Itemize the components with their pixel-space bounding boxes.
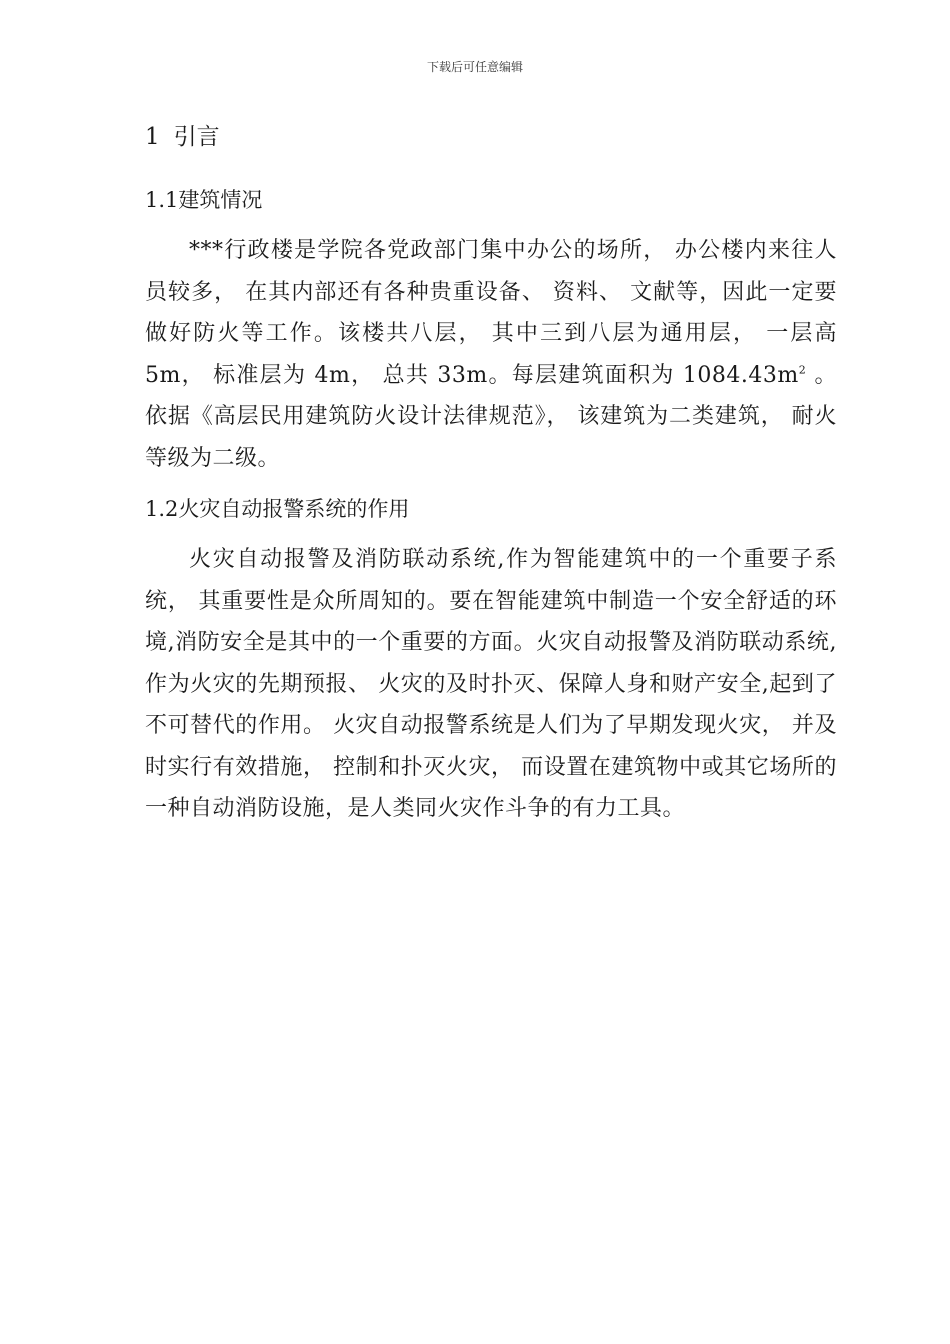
section-1-2-paragraph: 火灾自动报警及消防联动系统,作为智能建筑中的一个重要子系统， 其重要性是众所周知的。要在智能建筑中制造一个安全舒适的环境,消防安全是其中的一个重要的方面。火灾自动报警及消防联动系统,作为火灾的先期预报、 火灾的及时扑灭、保障人身和财产安全,起到了不可替代的作用。 火灾自动报警系统是人们为了早期发现火灾， 并及时实行有效措施， 控制和扑灭火灾， 而设置在建筑物中或其它场所的一种自动消防设施，是人类同火灾作斗争的有力工具。 [145,547,837,821]
section-1-number: 1 [145,124,160,150]
document-body [145,118,837,842]
section-1-1-heading: 1.1建筑情况 [145,188,263,212]
section-1-1-paragraph [145,230,837,479]
section-1-2-heading: 1.2火灾自动报警系统的作用 [145,497,410,521]
section-1-1-text-a: ***行政楼是学院各党政部门集中办公的场所， 办公楼内来往人员较多， 在其内部还有各种贵重设备、 资料、 文献等，因此一定要做好防火等工作。该楼共八层， 其中三到八层为通用层， 一层高 5m， 标准层为 4m， 总共 33m。每层建筑面积为 1084.43m [145,238,837,388]
section-1-title: 引言 [173,124,220,150]
area-unit-superscript: 2 [798,363,807,377]
header-note: 下载后可任意编辑 [426,60,523,74]
section-1-heading [145,118,837,156]
section-1-1-text-b: 。依据《高层民用建筑防火设计法律规范》， 该建筑为二类建筑， 耐火等级为二级。 [145,362,837,471]
